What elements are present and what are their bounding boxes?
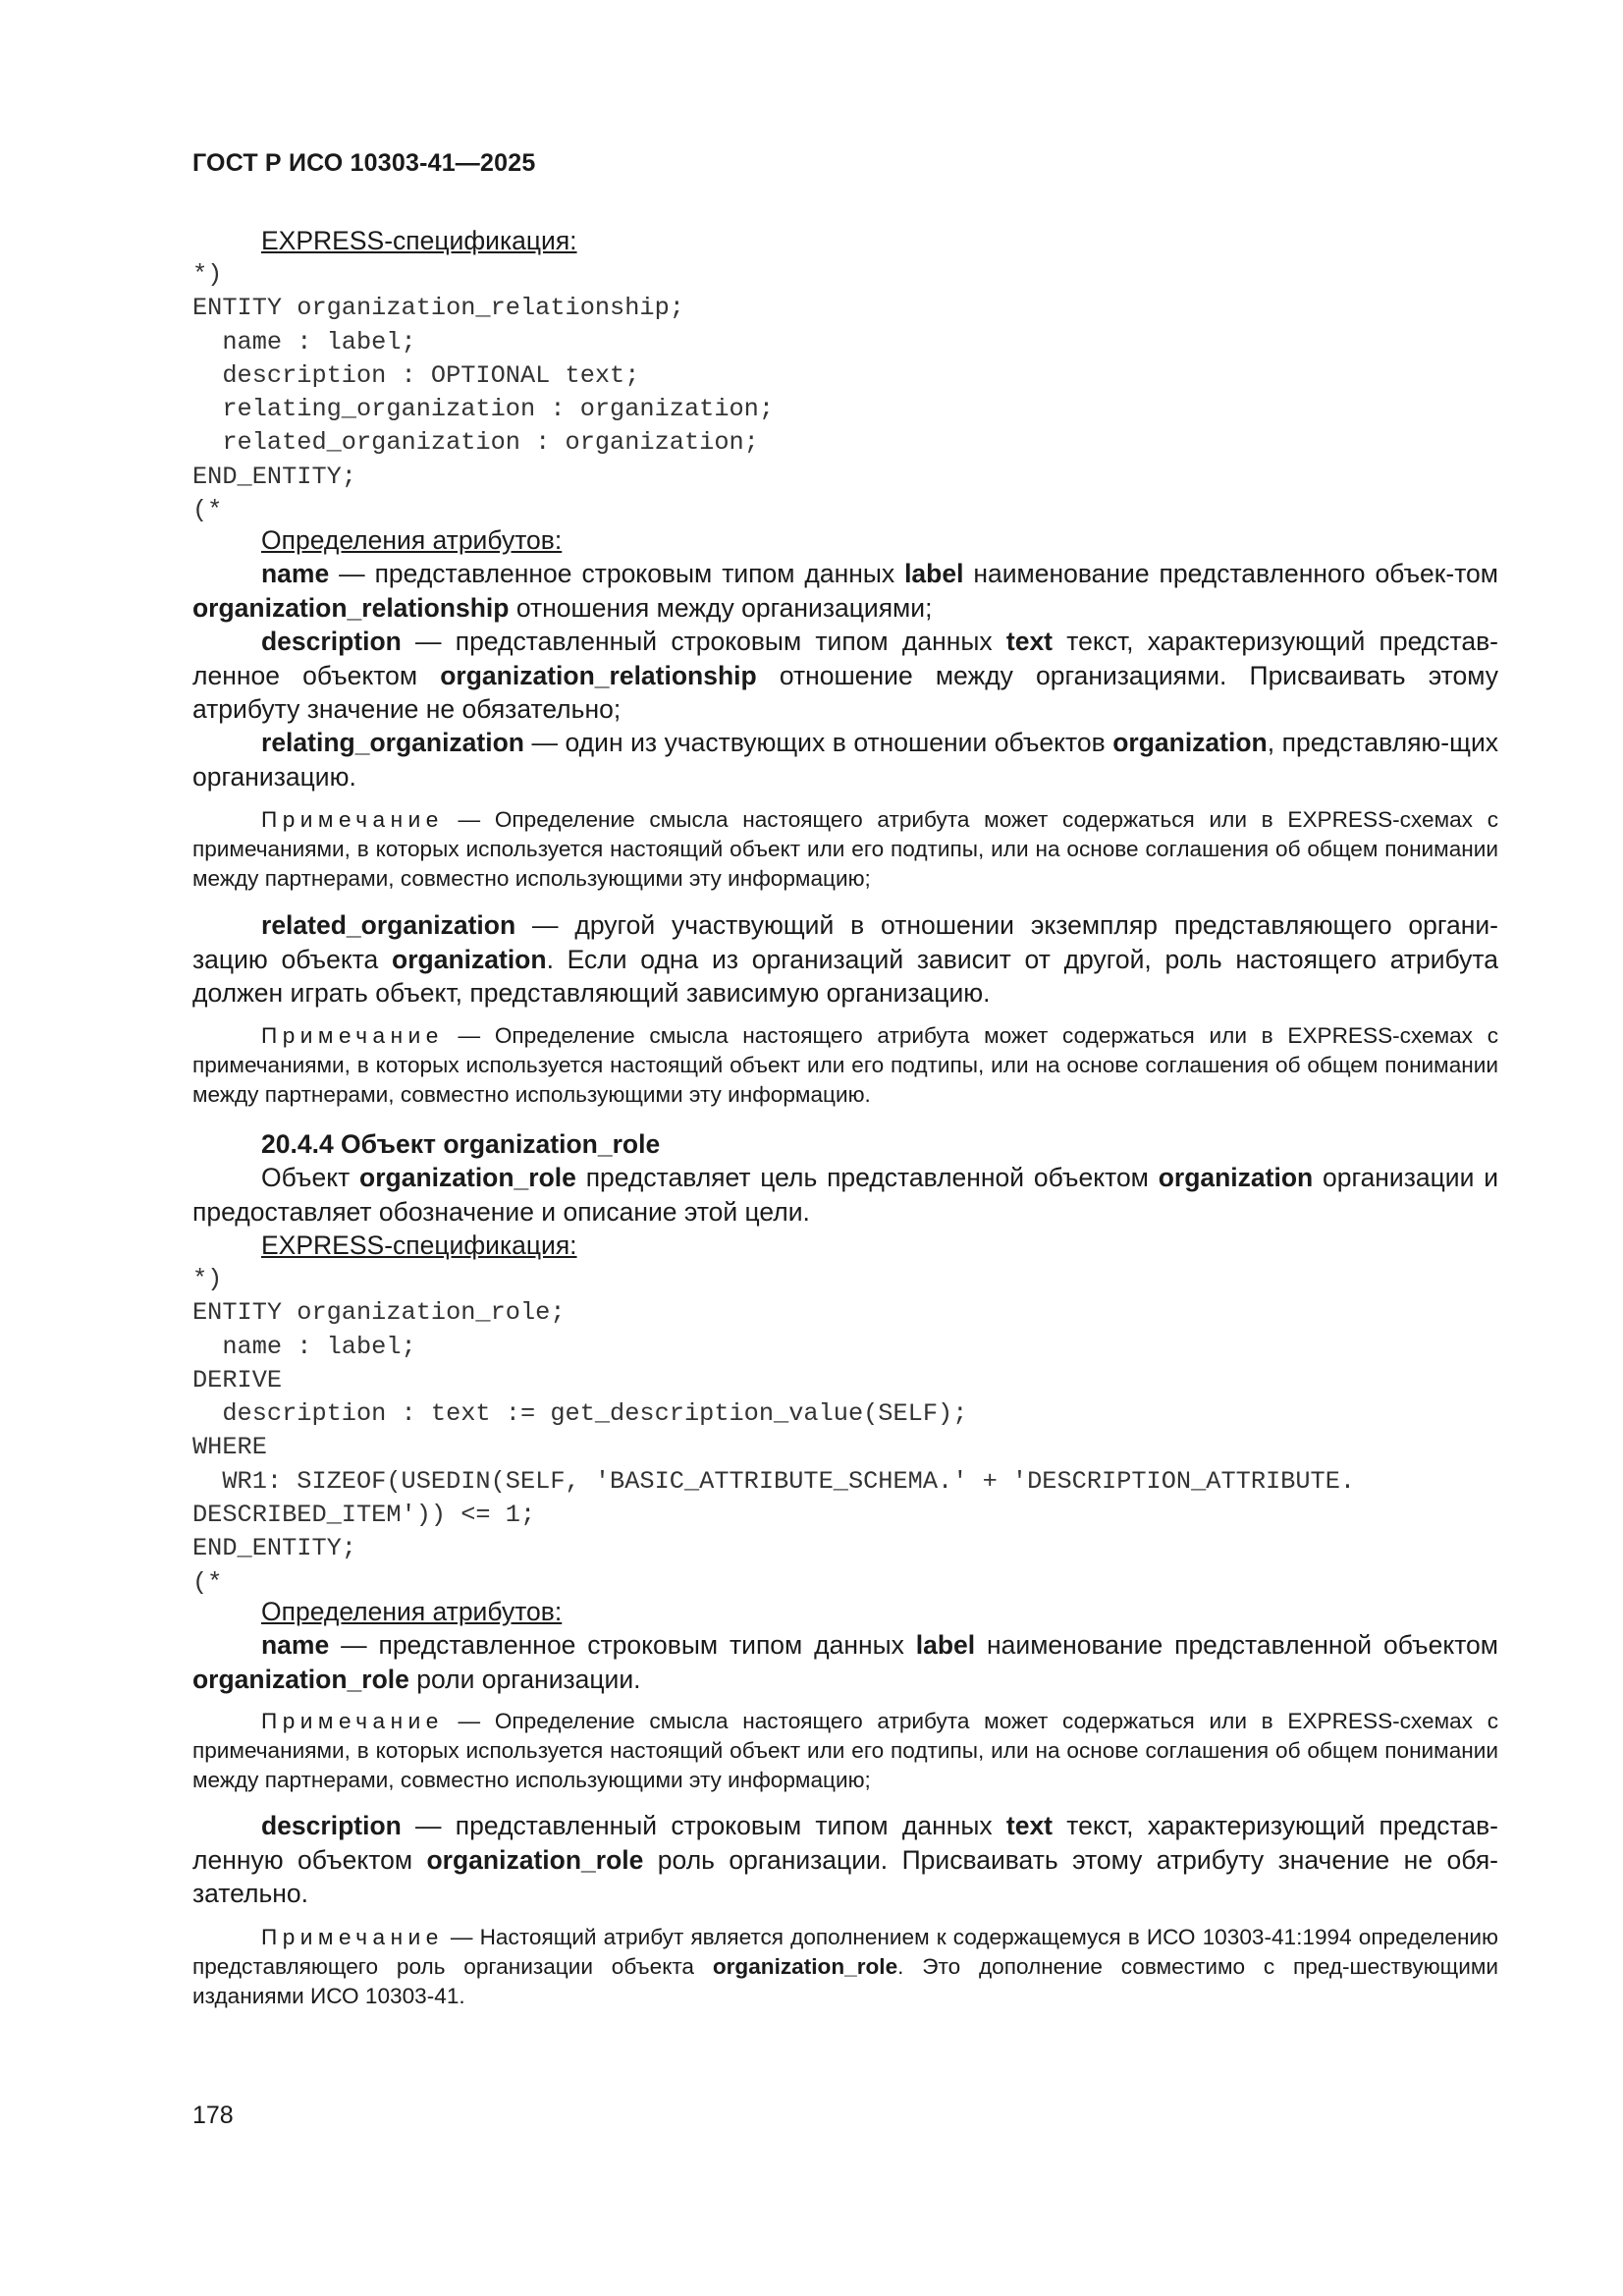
section-heading-20-4-4: 20.4.4 Объект organization_role xyxy=(261,1129,661,1159)
note-1: Примечание — Определение смысла настоящего атрибута может содержаться или в EXPRESS-схемах с примечаниями, в которых используется настоящий объект или его подтипы, или на основе соглашения об общем понимании между партнерами, совместно использующими эту информацию; xyxy=(192,807,1498,891)
attr-definitions-label-1: Определения атрибутов: xyxy=(261,525,563,555)
express-spec-label-2: EXPRESS-спецификация: xyxy=(261,1230,577,1260)
attr-relating-organization-definition: relating_organization — один из участвующих в отношении объектов organization, представляю-щих организацию. xyxy=(192,728,1498,792)
express-code-1: *) ENTITY organization_relationship; name : label; description : OPTIONAL text; relating_organization : organization; related_organization : organization; END_ENTITY; (* xyxy=(192,260,775,525)
express-code-2: *) ENTITY organization_role; name : label; DERIVE description : text := get_description_value(SELF); WHERE WR1: SIZEOF(USEDIN(SELF, 'BASIC_ATTRIBUTE_SCHEMA.' + 'DESCRIPTION_ATTRIBUTE. DESCRIBED_ITEM')) <= 1; END_ENTITY; (* xyxy=(192,1265,1356,1597)
note-3: Примечание — Определение смысла настоящего атрибута может содержаться или в EXPRESS-схемах с примечаниями, в которых используется настоящий объект или его подтипы, или на основе соглашения об общем понимании между партнерами, совместно использующими эту информацию; xyxy=(192,1709,1498,1792)
express-spec-label-1: EXPRESS-спецификация: xyxy=(261,226,577,255)
attr-definitions-label-2: Определения атрибутов: xyxy=(261,1597,563,1626)
attr-name-definition-2: name — представленное строковым типом данных label наименование представленной объектом organization_role роли организации. xyxy=(192,1630,1499,1694)
attr-name-definition-1: name — представленное строковым типом данных label наименование представленного объек-том organization_relationship отношения между организациями; xyxy=(192,559,1498,623)
document-header: ГОСТ Р ИСО 10303-41—2025 xyxy=(192,149,536,177)
attr-related-organization-definition: related_organization — другой участвующий в отношении экземпляр представляющего органи-зацию объекта organization. Если одна из организаций зависит от другой, роль настоящего атрибута должен играть объект, представляющий зависимую организацию. xyxy=(192,910,1498,1008)
note-4: Примечание — Настоящий атрибут является дополнением к содержащемуся в ИСО 10303-41:1994 определению представляющего роль организации объекта organization_role. Это дополнение совместимо с пред-шествующими изданиями ИСО 10303-41. xyxy=(192,1925,1499,2008)
organization-role-intro: Объект organization_role представляет цель представленной объектом organization организации и предоставляет обозначение и описание этой цели. xyxy=(192,1163,1498,1227)
note-2: Примечание — Определение смысла настоящего атрибута может содержаться или в EXPRESS-схемах с примечаниями, в которых используется настоящий объект или его подтипы, или на основе соглашения об общем понимании между партнерами, совместно использующими эту информацию. xyxy=(192,1023,1498,1107)
attr-description-definition-2: description — представленный строковым типом данных text текст, характеризующий представ-ленную объектом organization_role роль организации. Присваивать этому атрибуту значение не обя-зательно. xyxy=(192,1811,1498,1908)
attr-description-definition-1: description — представленный строковым типом данных text текст, характеризующий представ-ленное объектом organization_relationship отношение между организациями. Присваивать этому атрибуту значение не обязательно; xyxy=(192,627,1498,724)
page-number: 178 xyxy=(192,2102,234,2129)
